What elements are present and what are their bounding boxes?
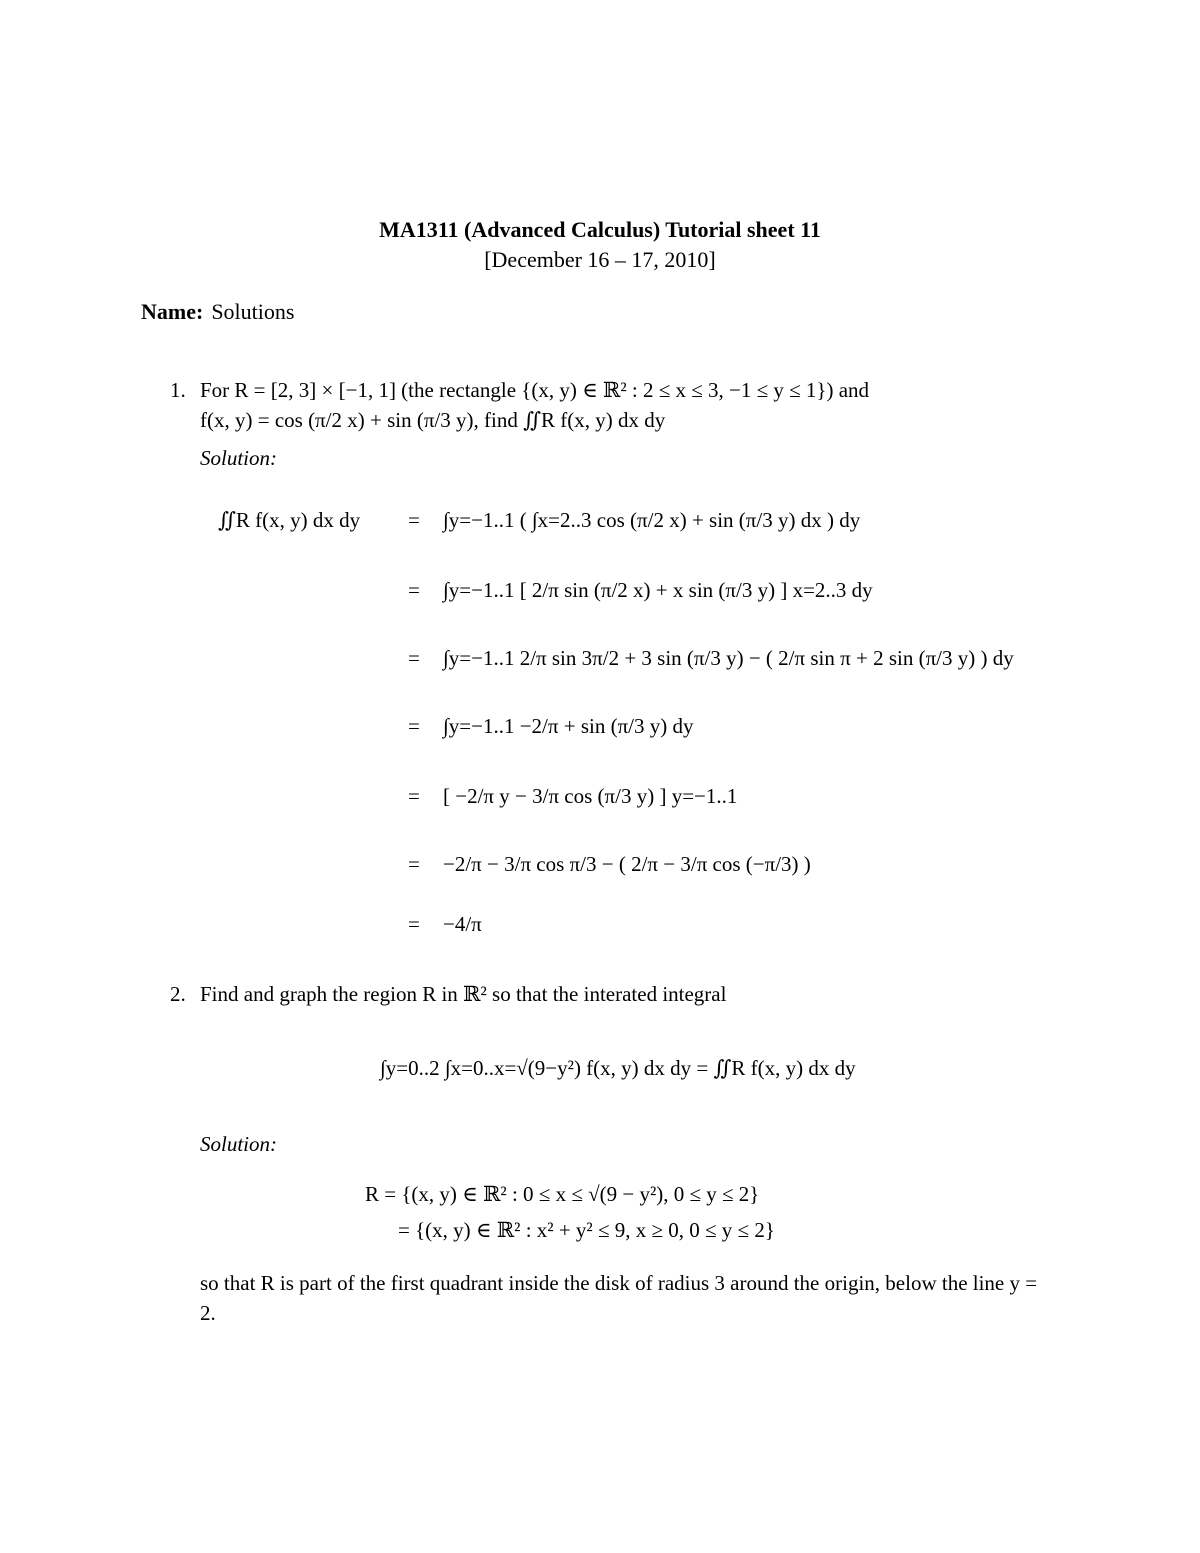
question-1-number: 1.: [170, 378, 186, 402]
equals-sign: =: [408, 508, 420, 532]
equals-sign: =: [408, 714, 420, 738]
name-line: [141, 299, 294, 325]
q1-step-1: ∫y=−1..1 ( ∫x=2..3 cos (π/2 x) + sin (π/3 y) dx ) dy: [443, 508, 861, 532]
equals-sign: =: [408, 852, 420, 876]
page-title: MA1311 (Advanced Calculus) Tutorial sheet 11: [379, 217, 821, 242]
q2-conclusion: so that R is part of the first quadrant inside the disk of radius 3 around the origin, below the line y = 2.: [200, 1271, 1038, 1325]
equals-sign: =: [408, 912, 420, 936]
q2-region-line1: R = {(x, y) ∈ ℝ² : 0 ≤ x ≤ √(9 − y²), 0 ≤ y ≤ 2}: [365, 1182, 760, 1206]
solution-label: Solution:: [200, 446, 277, 470]
question-2-number: 2.: [170, 982, 186, 1006]
equals-sign: =: [408, 578, 420, 602]
q2-region-line2: = {(x, y) ∈ ℝ² : x² + y² ≤ 9, x ≥ 0, 0 ≤ y ≤ 2}: [398, 1218, 775, 1242]
date-range: [December 16 – 17, 2010]: [484, 247, 716, 272]
q1-step-5: [ −2/π y − 3/π cos (π/3 y) ] y=−1..1: [443, 784, 738, 808]
q1-step-6: −2/π − 3/π cos π/3 − ( 2/π − 3/π cos (−π/3) ): [443, 852, 811, 876]
question-1-text-line1: For R = [2, 3] × [−1, 1] (the rectangle {(x, y) ∈ ℝ² : 2 ≤ x ≤ 3, −1 ≤ y ≤ 1}) and: [200, 378, 870, 402]
equals-sign: =: [408, 646, 420, 670]
q1-step-3: ∫y=−1..1 2/π sin 3π/2 + 3 sin (π/3 y) − ( 2/π sin π + 2 sin (π/3 y) ) dy: [443, 646, 1014, 670]
q1-step-2: ∫y=−1..1 [ 2/π sin (π/2 x) + x sin (π/3 y) ] x=2..3 dy: [443, 578, 873, 602]
question-1-text-line2: f(x, y) = cos (π/2 x) + sin (π/3 y), find ∬R f(x, y) dx dy: [200, 408, 666, 432]
solution-label: Solution:: [200, 1132, 277, 1156]
name-value: Solutions: [211, 299, 295, 324]
q2-integral: ∫y=0..2 ∫x=0..x=√(9−y²) f(x, y) dx dy = ∬R f(x, y) dx dy: [380, 1056, 856, 1080]
equals-sign: =: [408, 784, 420, 808]
q1-lhs: ∬R f(x, y) dx dy: [218, 508, 361, 532]
q1-step-4: ∫y=−1..1 −2/π + sin (π/3 y) dy: [443, 714, 694, 738]
question-2-text: Find and graph the region R in ℝ² so that the interated integral: [200, 982, 727, 1006]
name-label: Name:: [141, 299, 204, 324]
q1-step-7: −4/π: [443, 912, 482, 936]
